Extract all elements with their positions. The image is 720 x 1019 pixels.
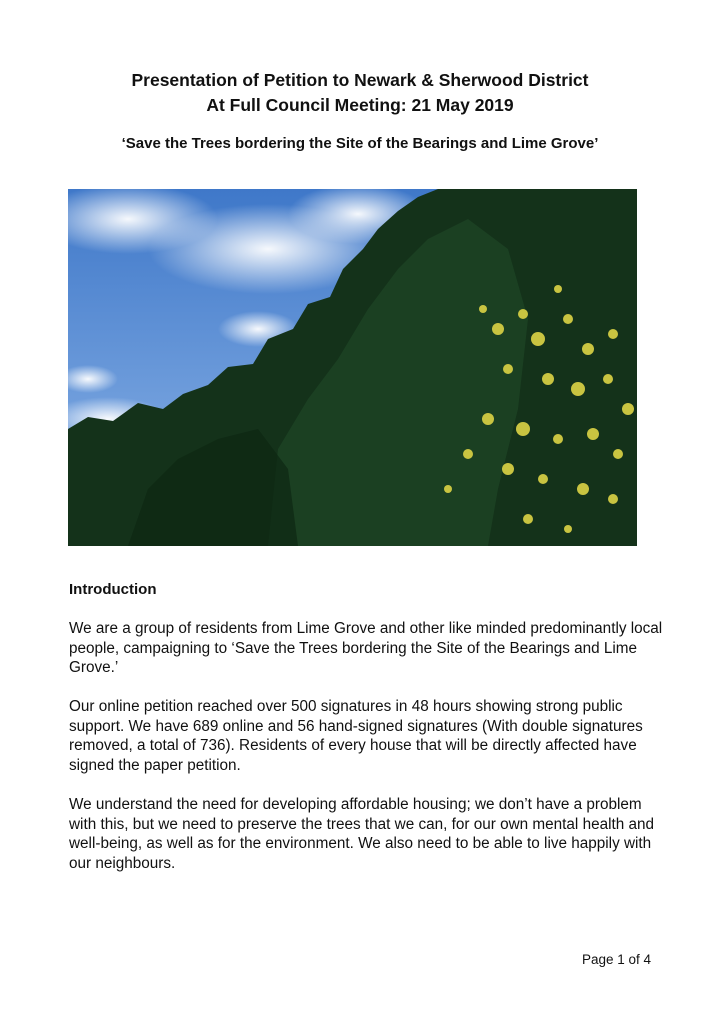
introduction-heading: Introduction <box>69 581 157 598</box>
document-title <box>0 68 720 118</box>
introduction-paragraph-1: We are a group of residents from Lime Grove and other like minded predominantly local people, campaigning to ‘Save the Trees bordering the Site of the Bearings and Lime Grove.’ <box>69 620 663 676</box>
document-subtitle: ‘Save the Trees bordering the Site of the Bearings and Lime Grove’ <box>121 135 599 152</box>
trees-photo <box>68 189 637 546</box>
introduction-paragraph-3: We understand the need for developing affordable housing; we don’t have a problem with this, but we need to preserve the trees that we can, for our own mental health and well-being, as well as for the environment. We also need to be able to live happily with our neighbours. <box>69 796 655 872</box>
title-line-1: Presentation of Petition to Newark & Sherwood District <box>131 70 589 90</box>
trees-photo-illustration <box>68 189 637 546</box>
introduction-paragraph-2: Our online petition reached over 500 signatures in 48 hours showing strong public support. We have 689 online and 56 hand-signed signatures (With double signatures removed, a total of 736). Residents of every house that will be directly affected have signed the paper petition. <box>69 698 643 774</box>
title-line-2: At Full Council Meeting: 21 May 2019 <box>206 95 514 115</box>
page-number: Page 1 of 4 <box>581 952 651 967</box>
